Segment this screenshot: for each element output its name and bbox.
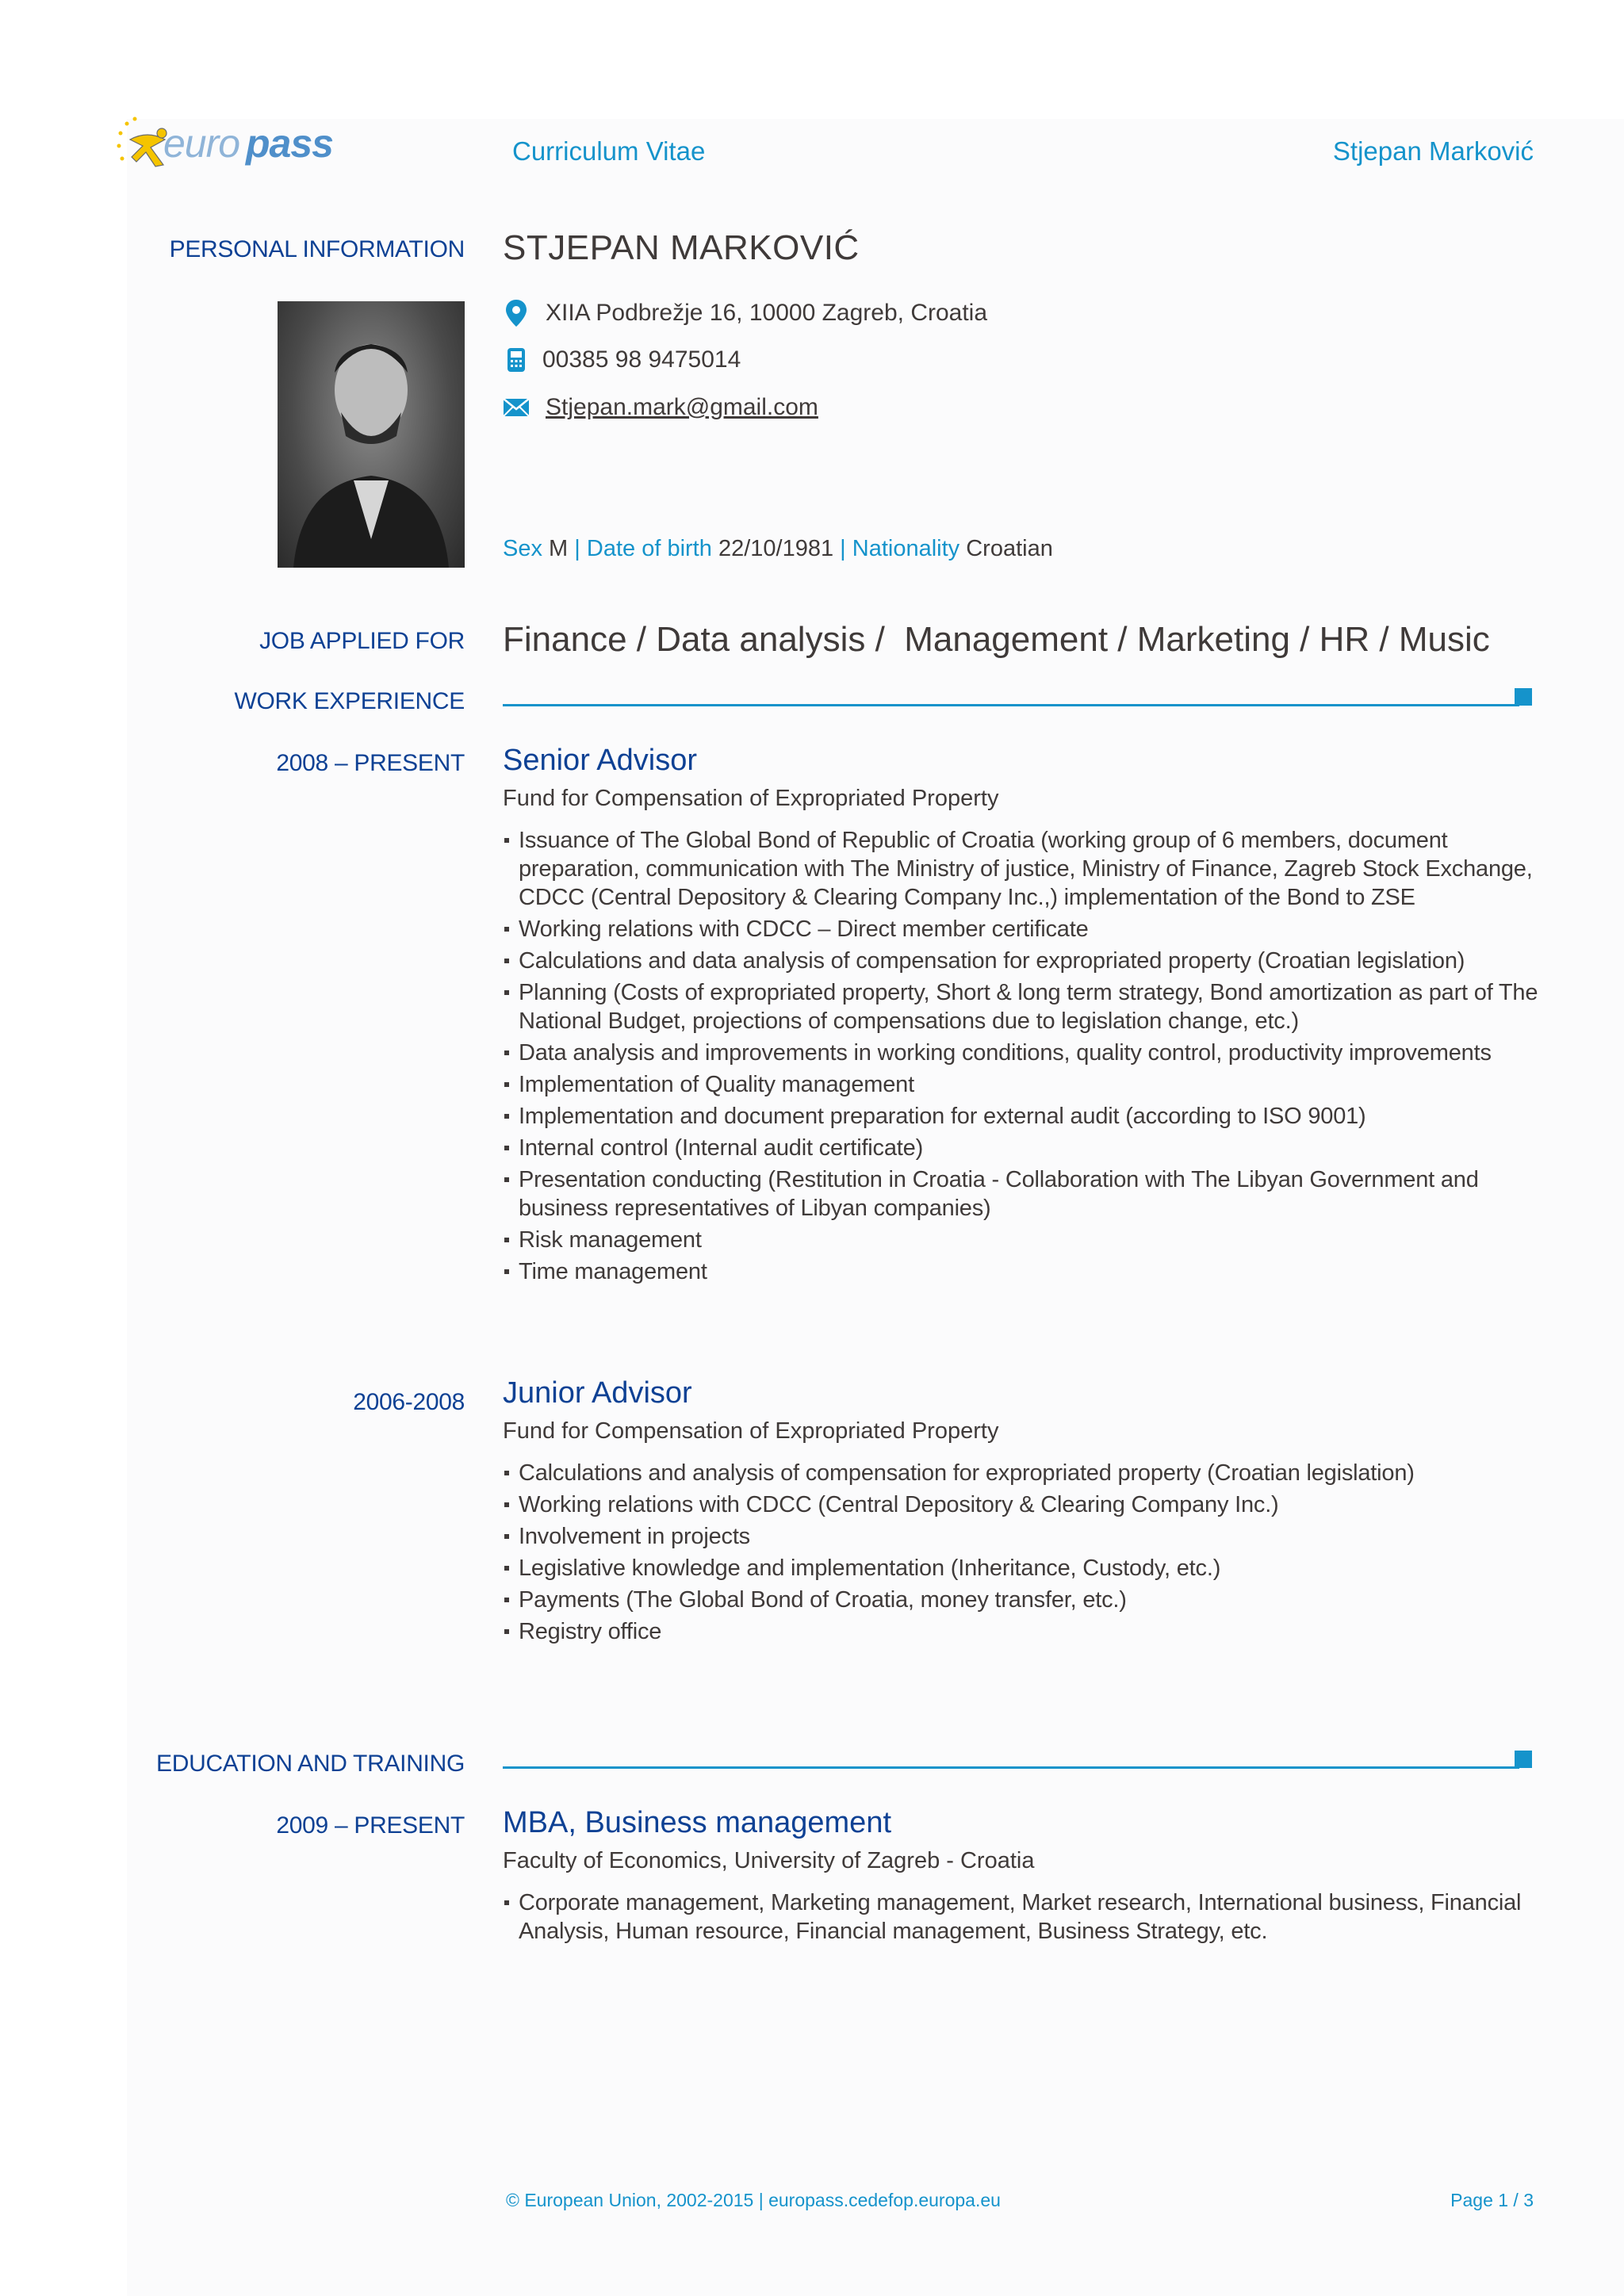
phone-row: [503, 346, 741, 373]
list-item: Presentation conducting (Restitution in Croatia - Collaboration with The Libyan Government and business representatives of Libyan companies): [503, 1165, 1542, 1223]
list-item: Risk management: [503, 1226, 1542, 1254]
personal-information-label: PERSONAL INFORMATION: [169, 236, 465, 262]
person-silhouette-icon: [278, 301, 465, 568]
job-duties-list: [503, 1459, 1542, 1646]
education-entry: [503, 1806, 1542, 1949]
education-dates: 2009 – PRESENT: [276, 1812, 465, 1839]
email-icon: [503, 394, 530, 421]
education-institution: Faculty of Economics, University of Zagreb - Croatia: [503, 1848, 1035, 1873]
job-duties-list: [503, 826, 1542, 1286]
sex-value: M: [549, 536, 569, 561]
separator: |: [574, 536, 580, 561]
location-icon: [503, 300, 530, 327]
list-item: Data analysis and improvements in working conditions, quality control, productivity improvements: [503, 1039, 1542, 1067]
europass-logo: [116, 113, 338, 184]
education-label: EDUCATION AND TRAINING: [156, 1751, 465, 1777]
email-row: [503, 394, 818, 421]
list-item: Internal control (Internal audit certificate): [503, 1134, 1542, 1162]
list-item: Legislative knowledge and implementation (Inheritance, Custody, etc.): [503, 1554, 1542, 1582]
job-employer: Fund for Compensation of Expropriated Property: [503, 1418, 999, 1444]
dob-value: 22/10/1981: [718, 536, 834, 561]
personal-meta-line: [503, 536, 1053, 562]
list-item: Calculations and data analysis of compensation for expropriated property (Croatian legislation): [503, 947, 1542, 975]
doc-title: Curriculum Vitae: [512, 136, 706, 166]
phone-icon: [503, 346, 530, 373]
education-title: MBA, Business management: [503, 1806, 892, 1839]
job-entry: [503, 1376, 1542, 1649]
address-text: XIIA Podbrežje 16, 10000 Zagreb, Croatia: [546, 300, 988, 326]
list-item: Payments (The Global Bond of Croatia, money transfer, etc.): [503, 1586, 1542, 1614]
dob-label: Date of birth: [586, 536, 712, 561]
list-item: Corporate management, Marketing management, Market research, International business, Financial Analysis, Human resource, Financial management, Business Strategy, etc.: [503, 1888, 1542, 1946]
sex-label: Sex: [503, 536, 542, 561]
education-subjects-list: [503, 1888, 1542, 1946]
email-link[interactable]: Stjepan.mark@gmail.com: [546, 394, 818, 420]
job-applied-value: Finance / Data analysis / Management / Marketing / HR / Music: [503, 620, 1490, 659]
work-experience-marker: [1515, 688, 1532, 706]
list-item: Planning (Costs of expropriated property, Short & long term strategy, Bond amortization as part of The National Budget, projections of compensations due to legislation change, etc.): [503, 978, 1542, 1035]
nationality-value: Croatian: [966, 536, 1053, 561]
job-role: Junior Advisor: [503, 1376, 692, 1410]
phone-text: 00385 98 9475014: [542, 346, 741, 373]
separator: |: [840, 536, 846, 561]
logo-text-pass: pass: [246, 121, 333, 166]
full-name: STJEPAN MARKOVIĆ: [503, 228, 860, 267]
footer-page-number: Page 1 / 3: [1450, 2190, 1534, 2210]
list-item: Involvement in projects: [503, 1522, 1542, 1551]
job-entry: [503, 744, 1542, 1289]
job-dates: 2006-2008: [353, 1389, 465, 1415]
list-item: Implementation and document preparation for external audit (according to ISO 9001): [503, 1102, 1542, 1131]
education-divider: [503, 1766, 1519, 1769]
education-marker: [1515, 1751, 1532, 1768]
job-role: Senior Advisor: [503, 744, 698, 777]
list-item: Registry office: [503, 1617, 1542, 1646]
address-row: [503, 300, 987, 327]
list-item: Working relations with CDCC (Central Depository & Clearing Company Inc.): [503, 1490, 1542, 1519]
list-item: Working relations with CDCC – Direct member certificate: [503, 915, 1542, 943]
list-item: Calculations and analysis of compensation for expropriated property (Croatian legislation): [503, 1459, 1542, 1487]
job-employer: Fund for Compensation of Expropriated Property: [503, 786, 999, 811]
list-item: Time management: [503, 1257, 1542, 1286]
footer-copyright: © European Union, 2002-2015 | europass.cedefop.europa.eu: [506, 2190, 1001, 2210]
work-experience-label: WORK EXPERIENCE: [234, 688, 465, 714]
work-experience-divider: [503, 704, 1519, 706]
list-item: Implementation of Quality management: [503, 1070, 1542, 1099]
profile-photo: [278, 301, 465, 568]
nationality-label: Nationality: [852, 536, 960, 561]
owner-name-header: Stjepan Marković: [1332, 136, 1534, 166]
logo-text-euro: euro: [163, 121, 240, 166]
job-applied-label: JOB APPLIED FOR: [259, 628, 465, 654]
job-dates: 2008 – PRESENT: [276, 750, 465, 776]
list-item: Issuance of The Global Bond of Republic of Croatia (working group of 6 members, document preparation, communication with The Ministry of justice, Ministry of Finance, Zagreb Stock Exchange, CDCC (Central Depository & Clearing Company Inc.,) implementation of the Bond to ZSE: [503, 826, 1542, 912]
